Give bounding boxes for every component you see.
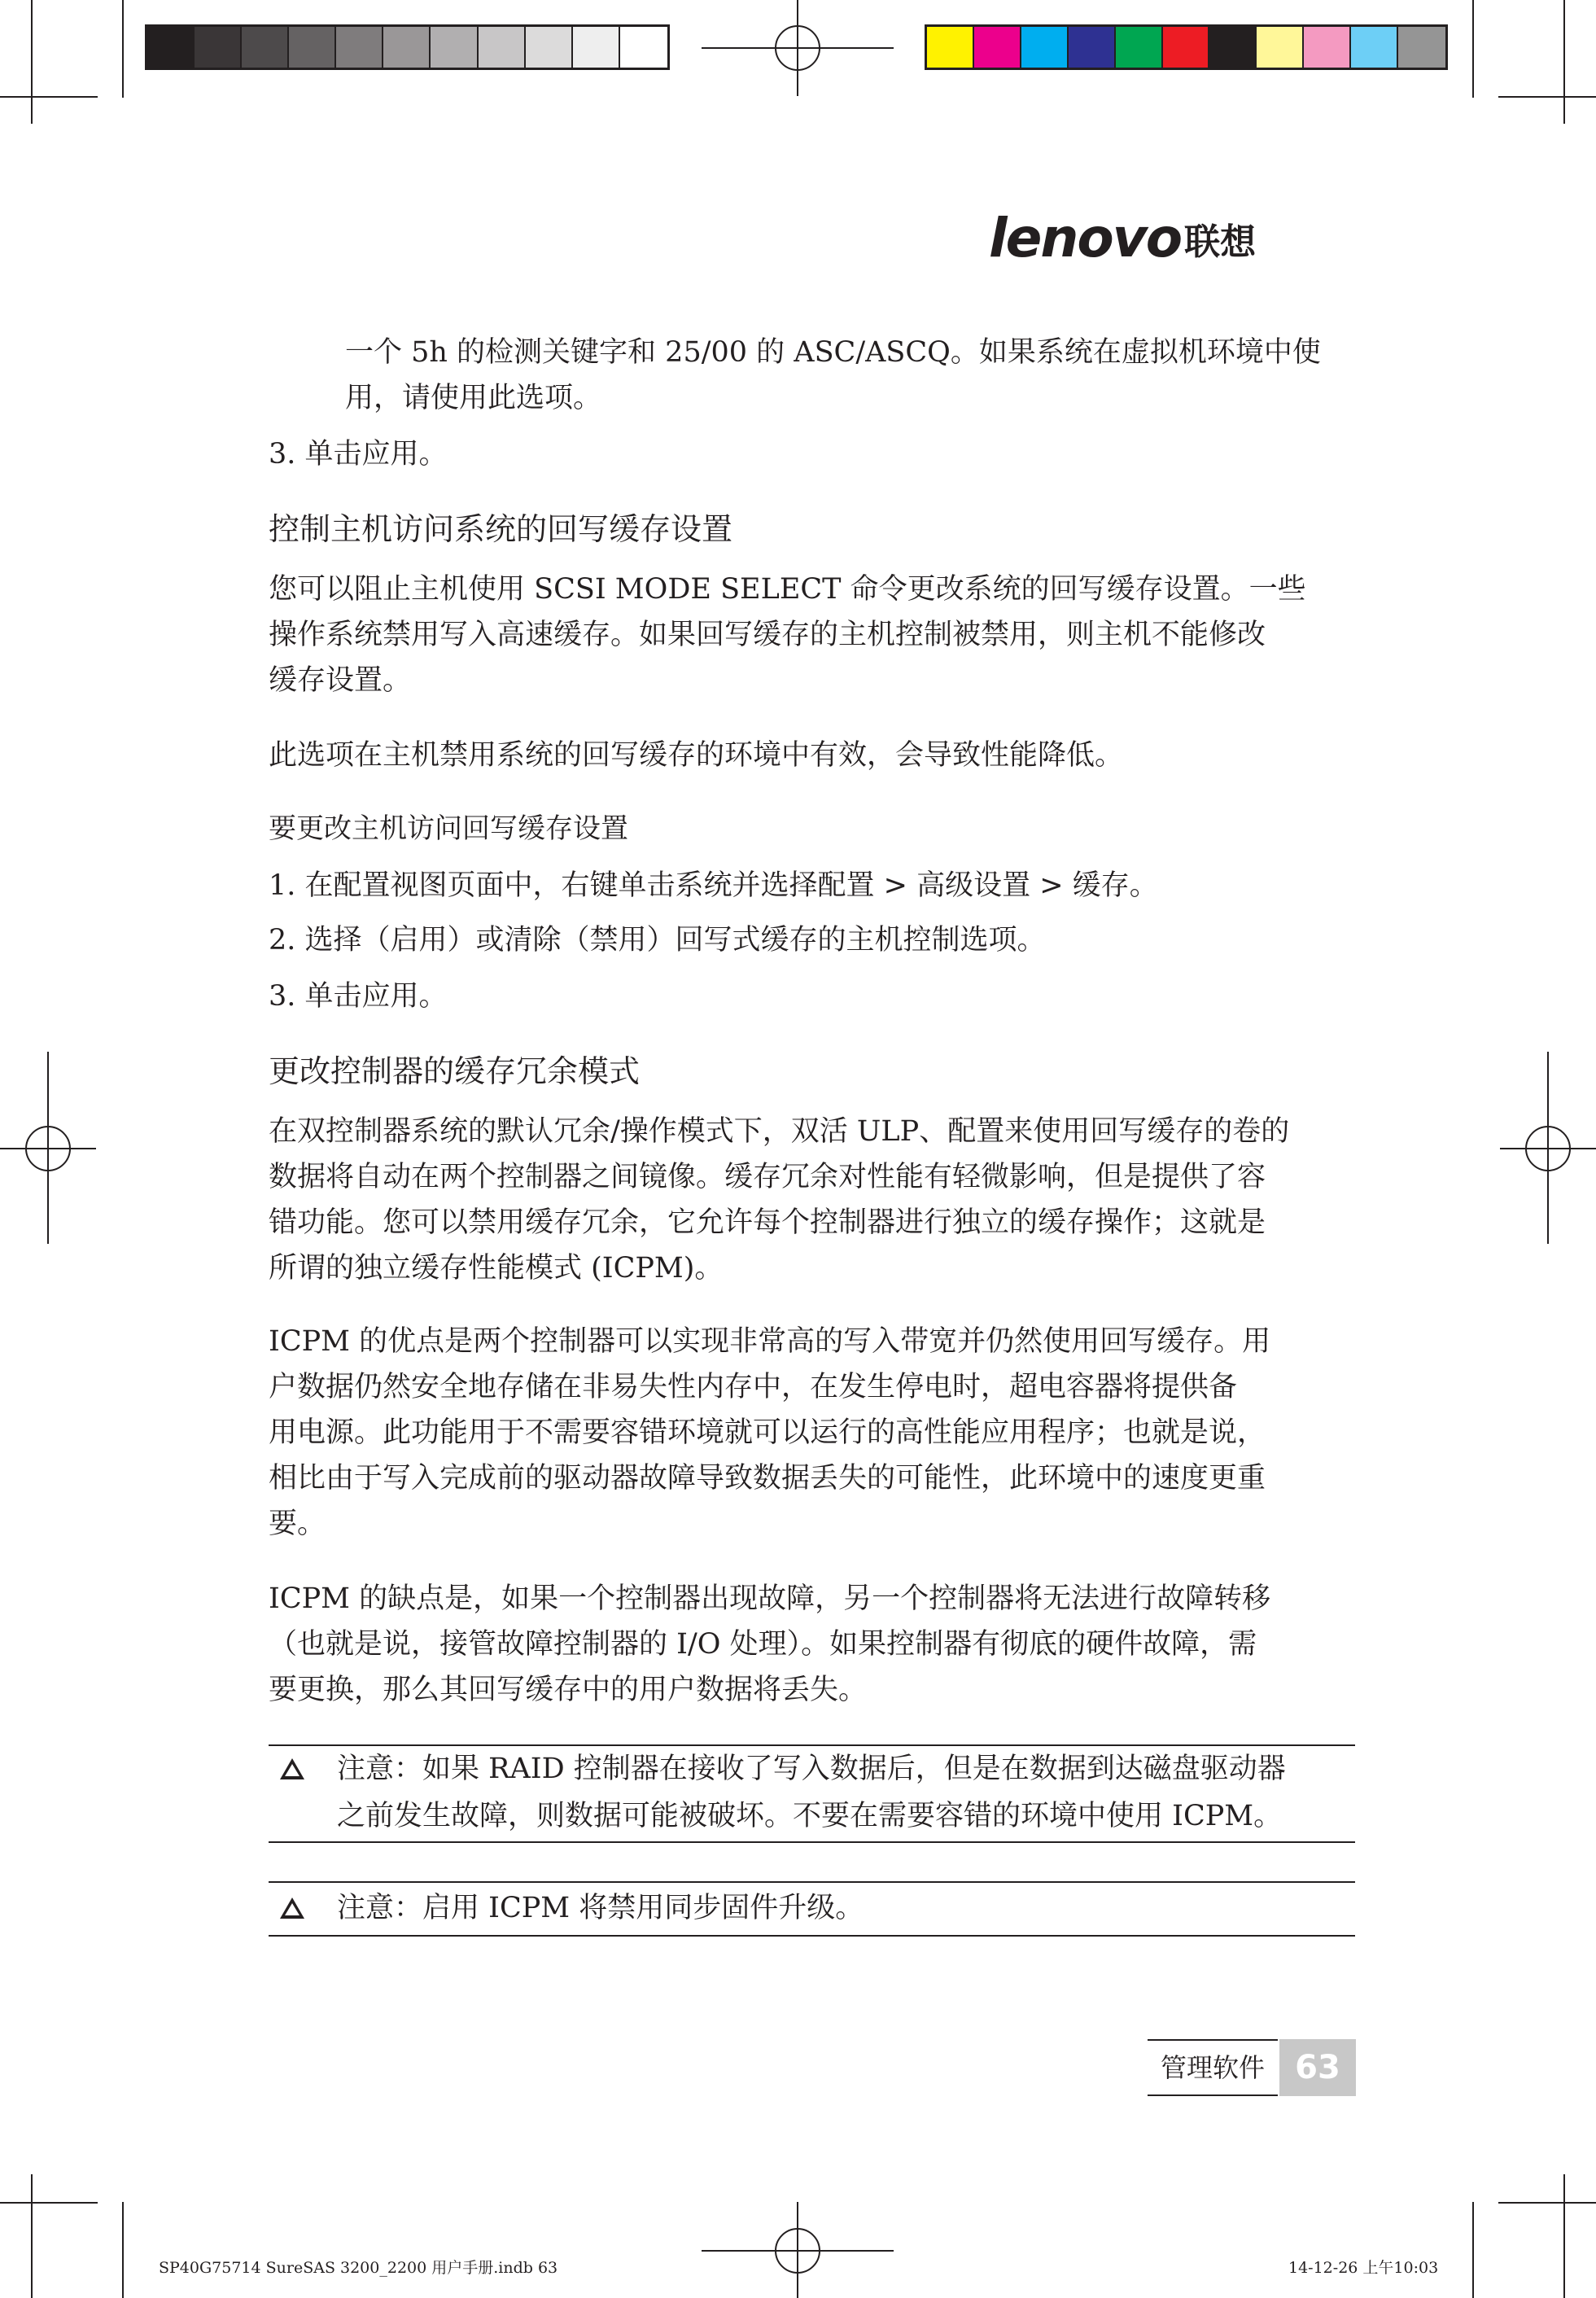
gray-swatch bbox=[573, 27, 620, 68]
color-swatch bbox=[974, 27, 1021, 68]
paragraph-line: 数据将自动在两个控制器之间镜像。缓存冗余对性能有轻微影响，但是提供了容 bbox=[269, 1161, 1266, 1193]
paragraph-line: （也就是说，接管故障控制器的 I/O 处理）。如果控制器有彻底的硬件故障，需 bbox=[269, 1628, 1257, 1661]
color-swatch bbox=[1163, 27, 1210, 68]
step-text: 3. 单击 bbox=[269, 980, 362, 1013]
paragraph-line: 操作系统禁用写入高速缓存。如果回写缓存的主机控制被禁用，则主机不能修改 bbox=[269, 619, 1266, 651]
note-label: 注意： bbox=[337, 1892, 423, 1924]
paragraph-line: 用电源。此功能用于不需要容错环境就可以运行的高性能应用程序；也就是说， bbox=[269, 1416, 1266, 1449]
paragraph-line: 缓存设置。 bbox=[269, 664, 412, 697]
paragraph-line: 所谓的独立缓存性能模式 (ICPM)。 bbox=[269, 1252, 724, 1285]
step-bold-text: 配置 > 高级设置 > 缓存 bbox=[817, 869, 1130, 902]
gray-swatch bbox=[620, 27, 667, 68]
step-text: 2. 选择（启用）或清除（禁用）回写式缓存的 bbox=[269, 924, 846, 956]
page-number: 63 bbox=[1279, 2039, 1356, 2096]
lenovo-logo bbox=[989, 207, 1257, 269]
step-text: 1. 在配置视图页面中，右键单击系统并选择 bbox=[269, 869, 818, 902]
step-apply bbox=[269, 431, 448, 477]
color-swatch bbox=[1257, 27, 1304, 68]
note-line bbox=[337, 1885, 864, 1931]
paragraph-line: ICPM 的缺点是，如果一个控制器出现故障，另一个控制器将无法进行故障转移 bbox=[269, 1582, 1271, 1615]
logo-chinese: 联想 bbox=[1184, 221, 1257, 263]
warning-triangle-icon bbox=[280, 1758, 304, 1779]
step-text: 3. 单击 bbox=[269, 438, 362, 471]
note-top-rule bbox=[269, 1881, 1355, 1883]
gray-swatch bbox=[289, 27, 336, 68]
paragraph-line: 错功能。您可以禁用缓存冗余，它允许每个控制器进行独立的缓存操作；这就是 bbox=[269, 1206, 1266, 1239]
note-bottom-rule bbox=[269, 1841, 1355, 1843]
color-swatch bbox=[1351, 27, 1398, 68]
paragraph-line: 要。 bbox=[269, 1508, 326, 1540]
paragraph-line: 此选项在主机禁用系统的回写缓存的环境中有效，会导致性能降低。 bbox=[269, 739, 1124, 772]
color-swatch bbox=[1116, 27, 1163, 68]
step-bold-text: 应用 bbox=[361, 980, 419, 1013]
step-3 bbox=[269, 974, 448, 1019]
gray-swatch bbox=[479, 27, 526, 68]
step-text: 。 bbox=[1129, 869, 1158, 902]
process-color-bar bbox=[925, 24, 1448, 70]
note-text: 启用 ICPM 将禁用同步固件升级。 bbox=[422, 1892, 864, 1924]
step-2 bbox=[269, 917, 1046, 963]
step-bold-text: 应用 bbox=[361, 438, 419, 471]
procedure-heading: 要更改主机访问回写缓存设置 bbox=[269, 812, 628, 845]
paragraph-line: 您可以阻止主机使用 SCSI MODE SELECT 命令更改系统的回写缓存设置。一些 bbox=[269, 573, 1306, 606]
gray-swatch bbox=[195, 27, 242, 68]
section-heading-writeback-cache: 控制主机访问系统的回写缓存设置 bbox=[269, 511, 733, 547]
note-line bbox=[337, 1746, 1286, 1792]
gray-swatch bbox=[526, 27, 573, 68]
print-slug-filename: SP40G75714 SureSAS 3200_2200 用户手册.indb 63 bbox=[159, 2259, 558, 2277]
paragraph-line: 在双控制器系统的默认冗余/操作模式下，双活 ULP、配置来使用回写缓存的卷的 bbox=[269, 1115, 1290, 1148]
color-swatch bbox=[1209, 27, 1257, 68]
note-line: 之前发生故障，则数据可能被破坏。不要在需要容错的环境中使用 ICPM。 bbox=[337, 1800, 1283, 1832]
footer-section-label: 管理软件 bbox=[1148, 2039, 1278, 2096]
note-label: 注意： bbox=[337, 1753, 423, 1785]
logo-wordmark: lenovo bbox=[989, 207, 1182, 269]
color-swatch bbox=[1021, 27, 1069, 68]
paragraph-line: 用，请使用此选项。 bbox=[345, 382, 602, 414]
gray-swatch bbox=[147, 27, 195, 68]
step-text: 。 bbox=[418, 980, 448, 1013]
paragraph-line: 户数据仍然安全地存储在非易失性内存中，在发生停电时，超电容器将提供备 bbox=[269, 1371, 1238, 1403]
note-bottom-rule bbox=[269, 1935, 1355, 1937]
paragraph-line: ICPM 的优点是两个控制器可以实现非常高的写入带宽并仍然使用回写缓存。用 bbox=[269, 1325, 1271, 1358]
gray-swatch bbox=[383, 27, 431, 68]
gray-swatch bbox=[336, 27, 383, 68]
step-text: 。 bbox=[418, 438, 448, 471]
grayscale-color-bar bbox=[145, 24, 670, 70]
step-text: 选项。 bbox=[960, 924, 1046, 956]
step-1 bbox=[269, 863, 1158, 908]
gray-swatch bbox=[242, 27, 289, 68]
color-swatch bbox=[1069, 27, 1116, 68]
gray-swatch bbox=[431, 27, 478, 68]
paragraph-line: 一个 5h 的检测关键字和 25/00 的 ASC/ASCQ。如果系统在虚拟机环境中使 bbox=[345, 336, 1321, 369]
color-swatch bbox=[1304, 27, 1351, 68]
paragraph-line: 要更换，那么其回写缓存中的用户数据将丢失。 bbox=[269, 1674, 868, 1706]
note-text: 如果 RAID 控制器在接收了写入数据后，但是在数据到达磁盘驱动器 bbox=[422, 1753, 1286, 1785]
print-slug-timestamp: 14-12-26 上午10:03 bbox=[1288, 2259, 1439, 2277]
paragraph-line: 相比由于写入完成前的驱动器故障导致数据丢失的可能性，此环境中的速度更重 bbox=[269, 1462, 1266, 1495]
color-swatch bbox=[927, 27, 974, 68]
section-heading-cache-redundancy: 更改控制器的缓存冗余模式 bbox=[269, 1053, 641, 1089]
color-swatch bbox=[1398, 27, 1445, 68]
warning-triangle-icon bbox=[280, 1897, 304, 1919]
step-bold-text: 主机控制 bbox=[846, 924, 960, 956]
